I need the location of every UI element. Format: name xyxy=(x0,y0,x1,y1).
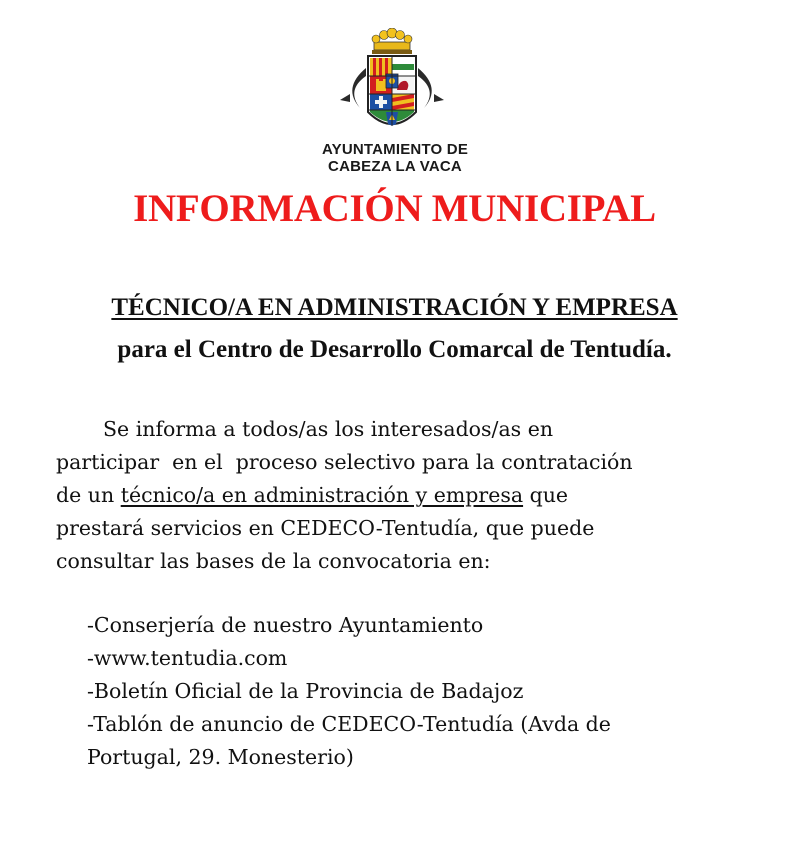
notice-line-3 xyxy=(56,479,756,512)
coat-of-arms-logo xyxy=(336,28,448,140)
list-item-continuation: Portugal, 29. Monesterio) xyxy=(87,745,354,769)
organization-name-line2: CABEZA LA VACA xyxy=(328,158,462,175)
organization-name-line1: AYUNTAMIENTO DE xyxy=(321,141,469,158)
sources-list xyxy=(87,609,767,774)
job-highlight: técnico/a en administración y empresa xyxy=(120,483,524,507)
notice-line-3-prefix: de un xyxy=(56,483,121,507)
job-title: TÉCNICO/A EN ADMINISTRACIÓN Y EMPRESA xyxy=(111,294,678,321)
list-item: -Tablón de anuncio de CEDECO-Tentudía (Avda de xyxy=(87,712,611,736)
notice-line-1: Se informa a todos/as los interesados/as en xyxy=(103,417,554,441)
job-subtitle: para el Centro de Desarrollo Comarcal de Tentudía. xyxy=(117,336,672,363)
notice-line-3-suffix: que xyxy=(523,483,569,507)
notice-line-5: consultar las bases de la convocatoria en: xyxy=(56,549,491,573)
list-item: -Boletín Oficial de la Provincia de Badajoz xyxy=(87,679,524,703)
notice-line-2: participar en el proceso selectivo para la contratación xyxy=(56,450,633,474)
notice-line-4: prestará servicios en CEDECO-Tentudía, que puede xyxy=(56,516,595,540)
page-title: INFORMACIÓN MUNICIPAL xyxy=(133,187,656,230)
notice-paragraph xyxy=(56,413,756,578)
list-item: -Conserjería de nuestro Ayuntamiento xyxy=(87,613,484,637)
crown-icon xyxy=(372,28,412,54)
list-item: -www.tentudia.com xyxy=(87,646,288,670)
